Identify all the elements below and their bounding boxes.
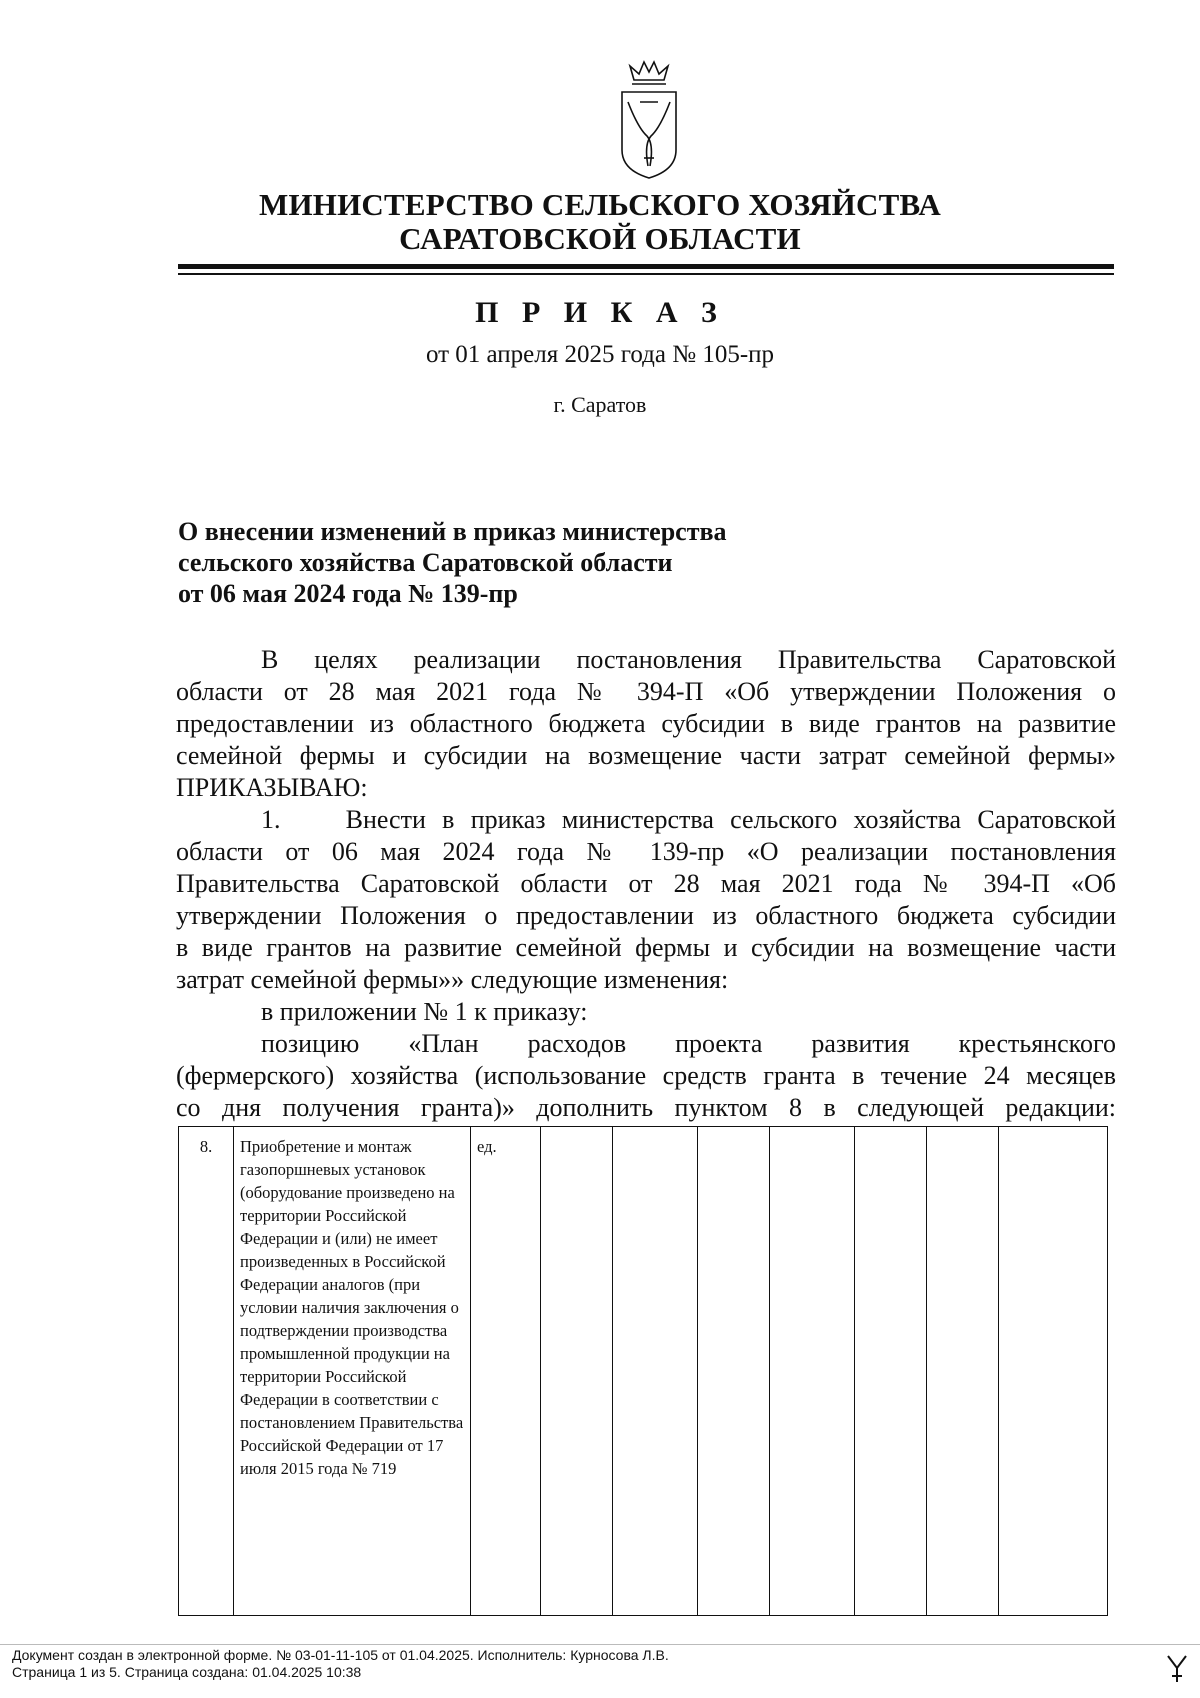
empty-cell — [698, 1127, 770, 1616]
header-rule-thin — [178, 273, 1114, 275]
paragraph-line: семейной фермы и субсидии на возмещение части затрат семейной фермы» — [176, 741, 1116, 770]
paragraph-line: (фермерского) хозяйства (использование средств гранта в течение 24 месяцев — [176, 1061, 1116, 1090]
saratov-coat-of-arms-icon — [614, 58, 684, 180]
ministry-name-line2: САРАТОВСКОЙ ОБЛАСТИ — [399, 221, 801, 256]
paragraph-line: позицию «План расходов проекта развития крестьянского — [261, 1029, 1116, 1058]
unit-cell: ед. — [471, 1127, 541, 1616]
footer-line: Страница 1 из 5. Страница создана: 01.04.2025 10:38 — [12, 1664, 362, 1680]
paragraph-line: области от 28 мая 2021 года № 394-П «Об утверждении Положения о — [176, 677, 1116, 706]
subject-line: сельского хозяйства Саратовской области — [178, 548, 673, 577]
empty-cell — [927, 1127, 999, 1616]
paragraph-line: 1. Внести в приказ министерства сельского хозяйства Саратовской — [261, 805, 1116, 834]
footer-line: Документ создан в электронной форме. № 03-01-11-105 от 01.04.2025. Исполнитель: Курносова Л.В. — [12, 1647, 669, 1663]
empty-cell — [541, 1127, 613, 1616]
paragraph-line: области от 06 мая 2024 года № 139-пр «О реализации постановления — [176, 837, 1116, 866]
paragraph-line: утверждении Положения о предоставлении из областного бюджета субсидии — [176, 901, 1116, 930]
row-number-cell: 8. — [179, 1127, 234, 1616]
empty-cell — [613, 1127, 698, 1616]
paragraph-line: В целях реализации постановления Правительства Саратовской — [261, 645, 1116, 674]
paragraph-line: со дня получения гранта)» дополнить пунктом 8 в следующей редакции: — [176, 1093, 1116, 1122]
paragraph-line: ПРИКАЗЫВАЮ: — [176, 773, 368, 802]
paragraph-line: затрат семейной фермы»» следующие изменения: — [176, 965, 729, 994]
saratov-region-logo-icon — [1166, 1654, 1188, 1684]
empty-cell — [999, 1127, 1108, 1616]
empty-cell — [770, 1127, 855, 1616]
paragraph-line: предоставлении из областного бюджета субсидии в виде грантов на развитие — [176, 709, 1116, 738]
header-rule-thick — [178, 264, 1114, 269]
amendment-table — [178, 1126, 1108, 1616]
paragraph-line: Правительства Саратовской области от 28 мая 2021 года № 394-П «Об — [176, 869, 1116, 898]
subject-heading — [178, 516, 727, 609]
ministry-name-line1: МИНИСТЕРСТВО СЕЛЬСКОГО ХОЗЯЙСТВА — [259, 187, 941, 222]
empty-cell — [855, 1127, 927, 1616]
order-title: П Р И К А З — [475, 296, 725, 329]
order-date-number: от 01 апреля 2025 года № 105-пр — [425, 341, 775, 368]
table-row — [179, 1127, 1108, 1616]
item-description-cell: Приобретение и монтаж газопоршневых установок (оборудование произведено на территории Российской Федерации и (или) не имеет произведенных в Российской Федерации аналогов (при условии наличия заключения о подтверждении производства промышленной продукции на территории Российской Федерации в соответствии с постановлением Правительства Российской Федерации от 17 июля 2015 года № 719 — [234, 1127, 471, 1616]
paragraph-line: в виде грантов на развитие семейной фермы и субсидии на возмещение части — [176, 933, 1116, 962]
order-body — [176, 644, 1116, 1124]
footer-divider — [0, 1644, 1200, 1645]
paragraph-line: в приложении № 1 к приказу: — [261, 997, 588, 1026]
subject-line: О внесении изменений в приказ министерства — [178, 517, 727, 546]
document-footer — [12, 1647, 669, 1681]
order-city: г. Саратов — [553, 392, 647, 417]
subject-line: от 06 мая 2024 года № 139-пр — [178, 579, 518, 608]
